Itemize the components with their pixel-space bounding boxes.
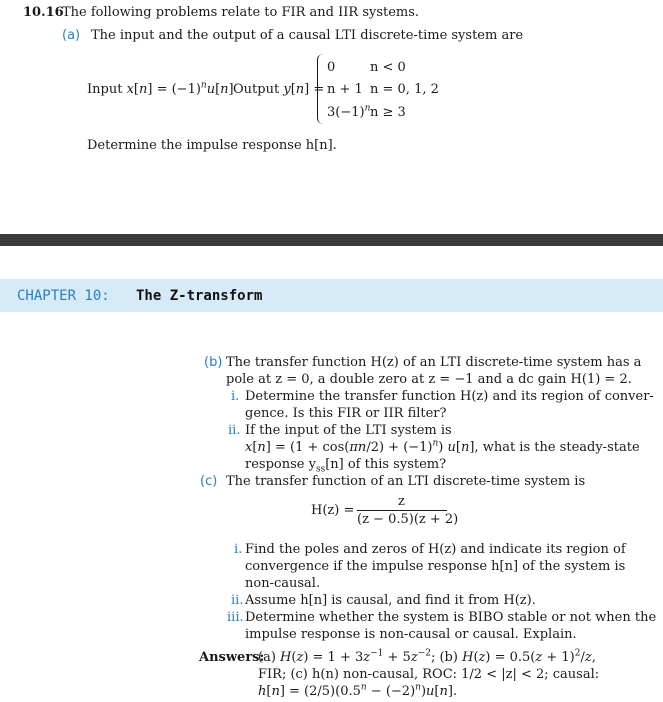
part-b-ii-input: $x[n] = (1 + \cos(\pi n/2) + (-1)^n)$ u[n], what is the steady-state	[245, 438, 640, 455]
part-b-i-line1: Determine the transfer function H(z) and its region of conver-	[245, 389, 654, 404]
case-2-condition: n ≥ 3	[370, 105, 406, 120]
part-c-iii-line1: Determine whether the system is BIBO stable or not when the	[245, 610, 657, 625]
part-c-i-line2: convergence if the impulse response h[n] of the system is	[245, 559, 626, 574]
part-a-label: (a)	[62, 28, 81, 43]
case-1-value: n + 1	[327, 82, 363, 97]
part-c-i-line3: non-causal.	[245, 576, 321, 591]
part-a-question: Determine the impulse response h[n].	[87, 138, 337, 153]
part-b-ii-line3: response $y_{ss}[n]$ of this system?	[245, 457, 447, 475]
input-signal: Input $x[n] = (-1)^nu[n]$	[87, 80, 234, 97]
problem-number: 10.16	[23, 5, 64, 20]
part-c-i-label: i.	[234, 542, 243, 557]
hz-lhs: H(z) =	[311, 503, 355, 518]
part-b-i-line2: gence. Is this FIR or IIR filter?	[245, 406, 447, 421]
problem-title: The following problems relate to FIR and IIR systems.	[62, 5, 420, 20]
answers-label: Answers:	[199, 650, 265, 665]
part-c-label: (c)	[200, 474, 218, 489]
part-c-i-line1: Find the poles and zeros of H(z) and indicate its region of	[245, 542, 626, 557]
part-c-ii-text: Assume h[n] is causal, and find it from H(z).	[245, 593, 536, 608]
part-c-ii-label: ii.	[231, 593, 244, 608]
part-b-i-label: i.	[231, 389, 240, 404]
hz-denominator: (z − 0.5)(z + 2)	[357, 512, 459, 527]
part-b-ii-label: ii.	[228, 423, 241, 438]
part-b-line1: The transfer function H(z) of an LTI discrete-time system has a	[226, 355, 642, 370]
case-0-value: 0	[327, 60, 336, 75]
answers-line3: $h[n] = (2/5)(0.5^n - (-2)^n)u[n]$.	[258, 682, 458, 699]
piecewise-brace	[317, 54, 324, 124]
part-c-iii-label: iii.	[227, 610, 244, 625]
case-0-condition: n < 0	[370, 60, 406, 75]
part-b-line2: pole at z = 0, a double zero at z = −1 and a dc gain H(1) = 2.	[226, 372, 632, 387]
part-c-intro: The transfer function of an LTI discrete-time system is	[226, 474, 586, 489]
case-1-condition: n = 0, 1, 2	[370, 82, 439, 97]
answers-line1: (a) $H(z) = 1 + 3z^{-1} + 5z^{-2}$; (b) $H(z) = 0.5(z + 1)^2/z$,	[258, 648, 596, 665]
hz-numerator: z	[398, 494, 405, 509]
page-divider	[0, 234, 663, 246]
part-b-ii-line1: If the input of the LTI system is	[245, 423, 452, 438]
part-b-label: (b)	[204, 355, 223, 370]
part-c-iii-line2: impulse response is non-causal or causal. Explain.	[245, 627, 577, 642]
case-2-value: $3(-1)^n$	[327, 103, 371, 120]
part-a-intro: The input and the output of a causal LTI discrete-time system are	[91, 28, 524, 43]
chapter-title: The Z-transform	[136, 288, 263, 304]
fraction-line	[357, 510, 447, 511]
answers-line2: FIR; (c) h(n) non-causal, ROC: 1/2 < |z| < 2; causal:	[258, 667, 600, 682]
output-signal: Output y[n] =	[233, 82, 325, 97]
chapter-number: CHAPTER 10:	[17, 288, 110, 304]
